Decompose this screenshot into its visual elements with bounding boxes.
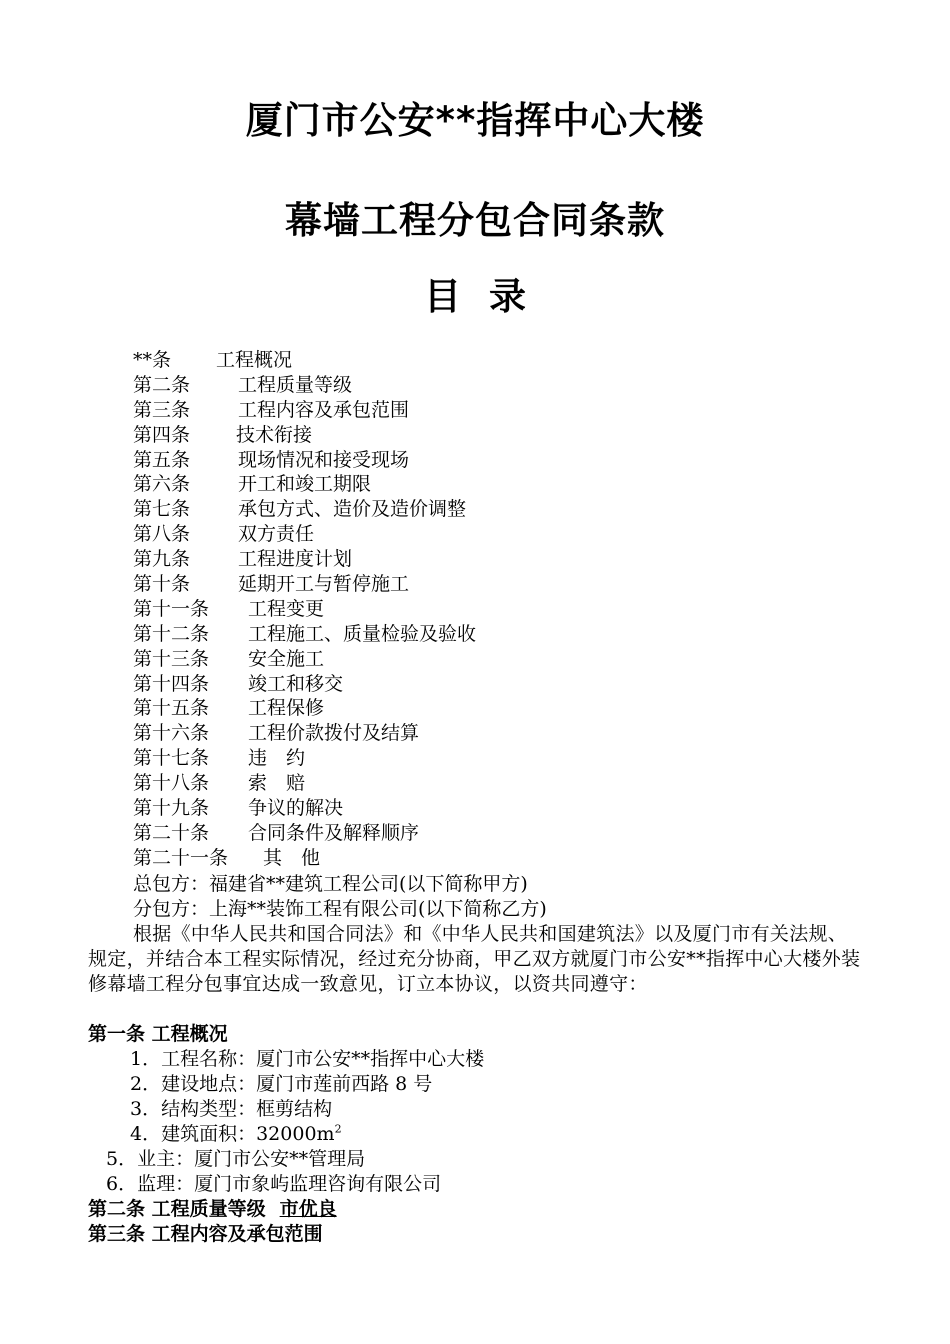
toc-entry-number: 第十九条: [133, 797, 210, 820]
toc-heading: 目录: [424, 275, 554, 318]
toc-entry: [133, 373, 353, 398]
article3-heading: 第三条 工程内容及承包范围: [88, 1223, 323, 1245]
toc-entry-number: 第九条: [133, 548, 191, 571]
toc-entry: [133, 647, 325, 672]
toc-entry: [133, 497, 467, 522]
toc-entry-number: 第四条: [133, 423, 191, 446]
toc-entry: [133, 746, 306, 771]
article2-heading: [88, 1197, 345, 1222]
toc-entry: [133, 821, 420, 846]
toc-entry: [133, 472, 372, 497]
toc-entry-title: 工程进度计划: [238, 548, 353, 571]
toc-entry-title: 承包方式、造价及造价调整: [238, 498, 467, 521]
article1-item-name: 1．工程名称：厦门市公安**指挥中心大楼: [130, 1048, 485, 1070]
toc-entry-number: 第七条: [133, 498, 191, 521]
toc-entry: [133, 423, 313, 448]
document-title-line1: 厦门市公安**指挥中心大楼: [245, 99, 705, 142]
toc-entry-number: 第十八条: [133, 772, 210, 795]
toc-entry: [133, 771, 306, 796]
toc-entry-title: 工程保修: [248, 697, 325, 720]
toc-entry-title: 竣工和移交: [248, 672, 344, 695]
document-title-line2: 幕墙工程分包合同条款: [285, 199, 665, 242]
article1-item-owner: 5．业主：厦门市公安**管理局: [106, 1148, 366, 1170]
general-contractor-line: 总包方：福建省**建筑工程公司(以下简称甲方): [133, 873, 528, 895]
toc-entry-title: 双方责任: [238, 523, 315, 546]
area-label: 4．建筑面积：32000m: [130, 1123, 335, 1145]
article1-item-supervisor: 6．监理：厦门市象屿监理咨询有限公司: [106, 1173, 442, 1195]
toc-entry-number: 第二条: [133, 373, 191, 396]
toc-entry: [133, 547, 353, 572]
toc-entry-title: 合同条件及解释顺序: [248, 821, 420, 844]
subcontractor-line: 分包方：上海**装饰工程有限公司(以下简称乙方): [133, 898, 547, 920]
toc-entry-title: 工程施工、质量检验及验收: [248, 622, 477, 645]
toc-entry: [133, 721, 420, 746]
toc-entry-number: 第十二条: [133, 622, 210, 645]
toc-entry: [133, 522, 315, 547]
toc-entry-title: 现场情况和接受现场: [238, 448, 410, 471]
toc-entry-number: 第十三条: [133, 647, 210, 670]
toc-entry-title: 技术衔接: [236, 423, 313, 446]
toc-entry-title: 争议的解决: [248, 797, 344, 820]
toc-entry-number: 第十七条: [133, 747, 210, 770]
toc-entry: [133, 597, 325, 622]
toc-entry-title: 开工和竣工期限: [238, 473, 372, 496]
toc-entry: [133, 696, 325, 721]
toc-entry: [133, 572, 410, 597]
toc-entry: [133, 672, 344, 697]
toc-entry-number: 第二十一条: [133, 846, 229, 869]
area-superscript: 2: [334, 1122, 342, 1136]
toc-entry-number: **条: [133, 349, 172, 371]
toc-entry-title: 其 他: [263, 846, 321, 869]
toc-entry-title: 工程价款拨付及结算: [248, 722, 420, 745]
toc-entry-number: 第十五条: [133, 697, 210, 720]
toc-entry-title: 安全施工: [248, 647, 325, 670]
article1-item-structure: 3．结构类型：框剪结构: [130, 1098, 333, 1120]
toc-entry-title: 索 赔: [248, 772, 306, 795]
toc-entry-number: 第五条: [133, 448, 191, 471]
toc-entry: [133, 398, 410, 423]
toc-entry-number: 第十六条: [133, 722, 210, 745]
toc-entry-number: 第十条: [133, 573, 191, 596]
toc-entry-title: 工程变更: [248, 597, 325, 620]
toc-entry: [133, 622, 477, 647]
toc-entry-number: 第十一条: [133, 597, 210, 620]
toc-entry-title: 延期开工与暂停施工: [238, 573, 410, 596]
toc-entry: [133, 796, 344, 821]
article1-heading: 第一条 工程概况: [88, 1023, 228, 1045]
table-of-contents: [133, 348, 477, 871]
article1-item-area: [130, 1122, 342, 1147]
preamble-paragraph: 根据《中华人民共和国合同法》和《中华人民共和国建筑法》以及厦门市有关法规、规定，并结合本工程实际情况，经过充分协商，甲乙双方就厦门市公安**指挥中心大楼外装修幕墙工程分包事宜达成一致意见，订立本协议，以资共同遵守：: [88, 923, 861, 995]
toc-entry-title: 工程质量等级: [238, 373, 353, 396]
toc-entry-title: 违 约: [248, 747, 306, 770]
quality-grade-value: 市优良: [279, 1198, 337, 1220]
toc-entry-title: 工程概况: [216, 349, 293, 371]
toc-entry-number: 第二十条: [133, 821, 210, 844]
toc-entry-number: 第八条: [133, 523, 191, 546]
article1-item-location: 2．建设地点：厦门市莲前西路 8 号: [130, 1073, 433, 1095]
toc-entry: [133, 846, 321, 871]
toc-entry-title: 工程内容及承包范围: [238, 398, 410, 421]
toc-entry-number: 第三条: [133, 398, 191, 421]
toc-entry: [133, 348, 293, 373]
article2-heading-text: 第二条 工程质量等级: [88, 1198, 266, 1220]
toc-entry: [133, 448, 410, 473]
toc-entry-number: 第六条: [133, 473, 191, 496]
toc-entry-number: 第十四条: [133, 672, 210, 695]
